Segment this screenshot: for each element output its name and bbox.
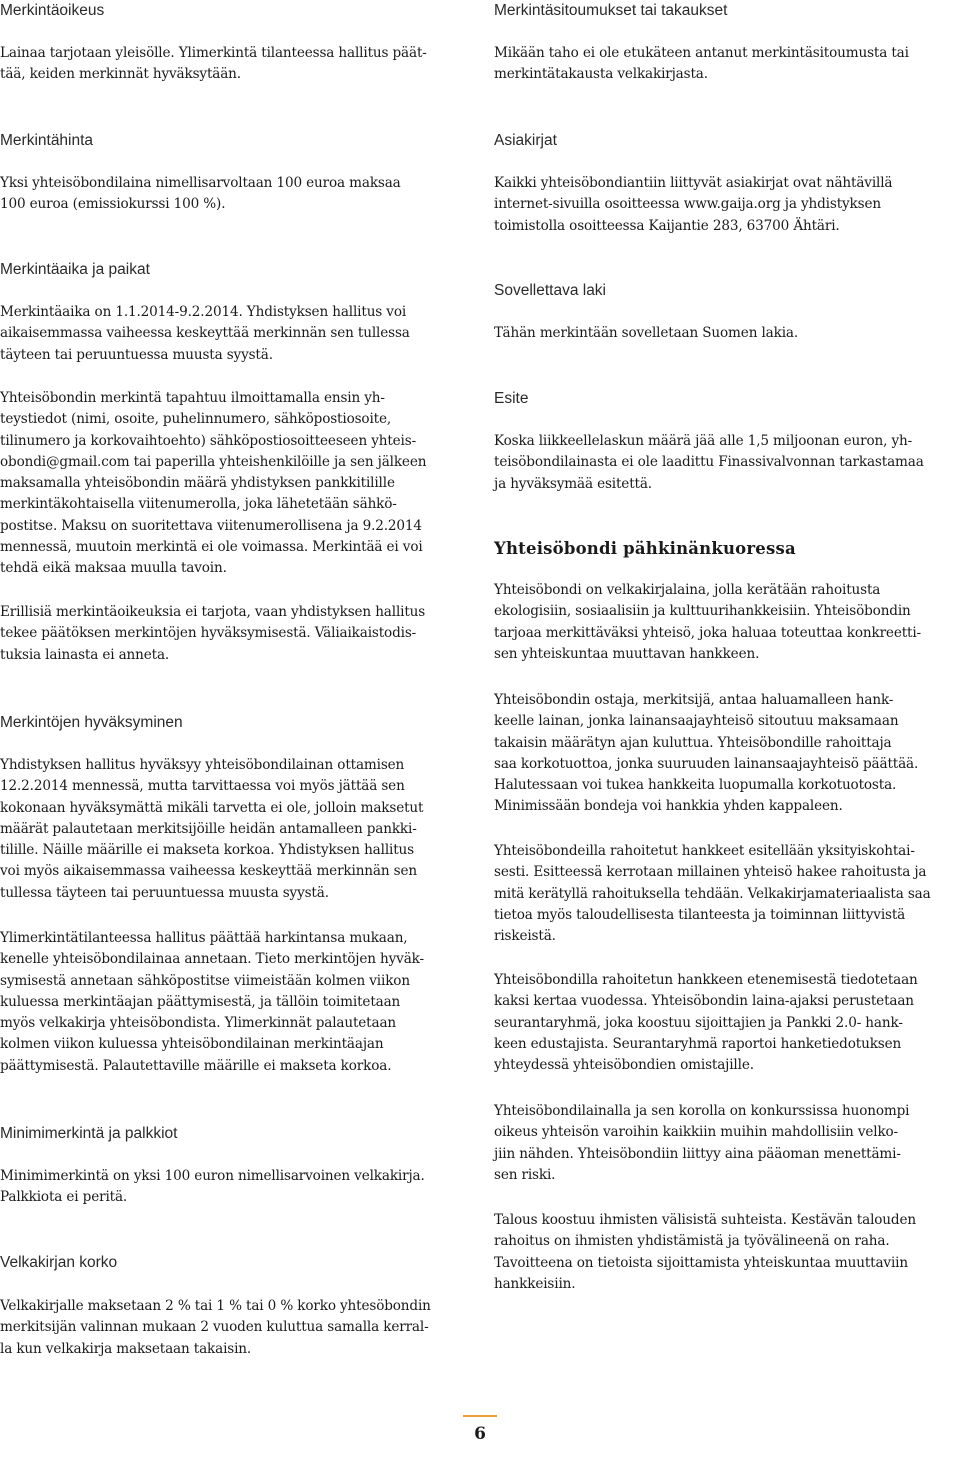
text-line: aikaisemmassa vaiheessa keskeyttää merkinnän sen tullessa <box>0 325 410 342</box>
text-line: sesti. Esitteessä kerrotaan millainen yhteisö hakee rahoitusta ja <box>494 864 927 881</box>
text-line: merkintäkohtaisella viitenumerolla, joka lähetetään sähkö- <box>0 496 397 513</box>
text-line: mennessä, muutoin merkintä ei ole voimassa. Merkintää ei voi <box>0 539 423 556</box>
paragraph <box>494 323 956 344</box>
section-heading-minimimerkinta: Minimimerkintä ja palkkiot <box>0 1125 178 1142</box>
section-heading-asiakirjat: Asiakirjat <box>494 132 557 149</box>
text-line: voi myös aikaisemmassa vaiheessa keskeyttää merkinnän sen <box>0 863 417 880</box>
paragraph <box>0 602 475 666</box>
text-line: seurantaryhmä, joka koostuu sijoittajien ja Pankki 2.0- hank- <box>494 1014 903 1031</box>
text-line: takaisin määrätyn ajan kuluttua. Yhteisöbondille rahoittaja <box>494 734 892 751</box>
text-line: merkitsijän valinnan mukaan 2 vuoden kuluttua samalla kerral- <box>0 1319 429 1336</box>
text-line: Yhteisöbondin ostaja, merkitsijä, antaa haluamalleen hank- <box>494 692 894 708</box>
text-line: symisestä annetaan sähköpostitse viimeistään kolmen viikon <box>0 972 410 989</box>
paragraph <box>0 43 475 86</box>
text-line: Yhteisöbondilainalla ja sen korolla on konkurssissa huonompi <box>494 1103 910 1119</box>
page-number: 6 <box>474 1424 486 1444</box>
text-line: Merkintäaika on 1.1.2014-9.2.2014. Yhdistyksen hallitus voi <box>0 304 407 320</box>
text-line: kenelle yhteisöbondilainaa annetaan. Tieto merkintöjen hyväk- <box>0 951 424 968</box>
text-line: myös velkakirja yhteisöbondista. Ylimerkinnät palautetaan <box>0 1015 396 1032</box>
text-line: tietoa myös taloudellisesta tilanteesta ja toiminnan liittyvistä <box>494 906 906 923</box>
text-line: Lainaa tarjotaan yleisölle. Ylimerkintä tilanteessa hallitus päät- <box>0 45 427 61</box>
text-line: Yksi yhteisöbondilaina nimellisarvoltaan 100 euroa maksaa <box>0 175 401 191</box>
text-line: tilille. Näille määrille ei makseta korkoa. Yhdistyksen hallitus <box>0 842 414 859</box>
paragraph <box>0 388 475 580</box>
text-line: rahoitus on ihmisten yhdistämistä ja työvälineenä on raha. <box>494 1233 890 1250</box>
text-line: keen edustajista. Seurantaryhmä raportoi hanketiedotuksen <box>494 1035 902 1052</box>
text-line: kuluessa merkintäajan päättymisestä, ja tällöin toimitetaan <box>0 993 401 1010</box>
page-number-rule <box>463 1415 497 1417</box>
text-line: sen yhteiskuntaa muuttavan hankkeen. <box>494 645 760 662</box>
text-line: Koska liikkeellelaskun määrä jää alle 1,5 miljoonan euron, yh- <box>494 433 913 449</box>
paragraph <box>494 1210 956 1295</box>
section-heading-yhteisobondi-pahkinankuoressa: Yhteisöbondi pähkinänkuoressa <box>494 539 796 558</box>
text-line: tuksia lainasta ei anneta. <box>0 646 170 663</box>
text-line: toimistolla osoitteessa Kaijantie 283, 63700 Ähtäri. <box>494 217 840 234</box>
paragraph <box>0 755 475 904</box>
text-line: keelle lainan, jonka lainansaajayhteisö sitoutuu maksamaan <box>494 713 899 730</box>
section-heading-merkintasitoumukset: Merkintäsitoumukset tai takaukset <box>494 2 728 19</box>
text-line: päättymisestä. Palautettaville määrille ei makseta korkoa. <box>0 1057 392 1074</box>
text-line: Tavoitteena on tietoista sijoittamista yhteiskuntaa muuttaviin <box>494 1254 908 1271</box>
text-line: Yhteisöbondeilla rahoitetut hankkeet esitellään yksityiskohtai- <box>494 843 915 859</box>
section-heading-merkintaoikeus: Merkintäoikeus <box>0 2 105 19</box>
text-line: Yhteisöbondilla rahoitetun hankkeen etenemisestä tiedotetaan <box>494 972 918 988</box>
paragraph <box>494 43 956 86</box>
text-line: ja hyväksymää esitettä. <box>494 475 652 492</box>
section-heading-velkakirjan-korko: Velkakirjan korko <box>0 1254 118 1271</box>
text-line: tää, keiden merkinnät hyväksytään. <box>0 66 241 83</box>
text-line: Velkakirjalle maksetaan 2 % tai 1 % tai 0 % korko yhtesöbondin <box>0 1298 431 1314</box>
section-heading-merkintojen-hyvaksyminen: Merkintöjen hyväksyminen <box>0 714 183 731</box>
text-line: Minimimerkintä on yksi 100 euron nimellisarvoinen velkakirja. <box>0 1168 425 1184</box>
text-line: obondi@gmail.com tai paperilla yhteishenkilöille ja sen jälkeen <box>0 453 427 470</box>
paragraph <box>494 431 956 495</box>
text-line: kaksi kertaa vuodessa. Yhteisöbondin laina-ajaksi perustetaan <box>494 993 914 1010</box>
text-line: tullessa täyteen tai peruuntuessa muusta syystä. <box>0 884 329 901</box>
text-line: internet-sivuilla osoitteessa www.gaija.org ja yhdistyksen <box>494 196 881 213</box>
section-heading-sovellettava-laki: Sovellettava laki <box>494 282 607 299</box>
text-line: tekee päätöksen merkintöjen hyväksymisestä. Väliaikaistodis- <box>0 625 417 642</box>
text-line: kolmen viikon kuluessa yhteisöbondilainan merkintäajan <box>0 1036 384 1053</box>
paragraph <box>494 173 956 237</box>
paragraph <box>0 173 475 216</box>
text-line: Erillisiä merkintäoikeuksia ei tarjota, vaan yhdistyksen hallitus <box>0 604 426 620</box>
paragraph <box>494 970 956 1076</box>
text-line: Mikään taho ei ole etukäteen antanut merkintäsitoumusta tai <box>494 45 909 61</box>
text-line: tilinumero ja korkovaihtoehto) sähköpostiosoitteeseen yhteis- <box>0 432 417 449</box>
text-line: sen riski. <box>494 1166 556 1183</box>
text-line: postitse. Maksu on suoritettava viitenumerollisena ja 9.2.2014 <box>0 517 422 534</box>
text-line: jiin nähden. Yhteisöbondiin liittyy aina pääoman menettämi- <box>494 1145 901 1162</box>
text-line: saa korkotuottoa, jonka suuruuden lainansaajayhteisö päättää. <box>494 755 919 772</box>
text-line: maksamalla yhteisöbondin määrä yhdistyksen pankkitilille <box>0 475 395 492</box>
text-line: Minimissään bondeja voi hankkia yhden kappaleen. <box>494 798 843 815</box>
text-line: tehdä eikä maksaa muulla tavoin. <box>0 560 227 577</box>
text-line: määrät palautetaan merkitsijöille heidän antamalleen pankki- <box>0 820 417 837</box>
text-line: ekologisiin, sosiaalisiin ja kulttuurihankkeisiin. Yhteisöbondin <box>494 603 911 620</box>
text-line: Palkkiota ei peritä. <box>0 1189 128 1206</box>
text-line: la kun velkakirja maksetaan takaisin. <box>0 1340 252 1357</box>
paragraph <box>0 1296 475 1360</box>
text-line: mitä kerätyllä rahoituksella tehdään. Velkakirjamateriaalista saa <box>494 885 931 902</box>
paragraph <box>0 928 475 1077</box>
text-line: Ylimerkintätilanteessa hallitus päättää harkintansa mukaan, <box>0 930 408 946</box>
text-line: Yhdistyksen hallitus hyväksyy yhteisöbondilainan ottamisen <box>0 757 405 773</box>
text-line: tarjoaa merkittäväksi yhteisö, joka haluaa toteuttaa konkreetti- <box>494 624 921 641</box>
paragraph <box>494 1101 956 1186</box>
text-line: oikeus yhteisön varoihin kaikkiin muihin mahdollisiin velko- <box>494 1124 899 1141</box>
paragraph <box>494 690 956 818</box>
text-line: hankkeisiin. <box>494 1275 576 1292</box>
text-line: Halutessaan voi tukea hankkeita luopumalla korkotuotosta. <box>494 777 897 794</box>
text-line: Tähän merkintään sovelletaan Suomen lakia. <box>494 325 799 341</box>
text-line: yhteydessä yhteisöbondien omistajille. <box>494 1057 754 1074</box>
text-line: Talous koostuu ihmisten välisistä suhteista. Kestävän talouden <box>494 1212 916 1228</box>
section-heading-esite: Esite <box>494 390 529 407</box>
text-line: teisöbondilainasta ei ole laadittu Finassivalvonnan tarkastamaa <box>494 454 924 471</box>
text-line: Kaikki yhteisöbondiantiin liittyvät asiakirjat ovat nähtävillä <box>494 175 893 191</box>
paragraph <box>494 841 956 947</box>
text-line: 12.2.2014 mennessä, mutta tarvittaessa voi myös jättää sen <box>0 778 405 795</box>
section-heading-merkintaaika: Merkintäaika ja paikat <box>0 261 150 278</box>
text-line: Yhteisöbondi on velkakirjalaina, jolla kerätään rahoitusta <box>494 582 881 598</box>
paragraph <box>0 302 475 366</box>
section-heading-merkintahinta: Merkintähinta <box>0 132 94 149</box>
text-line: 100 euroa (emissiokurssi 100 %). <box>0 196 226 213</box>
text-line: merkintätakausta velkakirjasta. <box>494 66 708 83</box>
text-line: teystiedot (nimi, osoite, puhelinnumero, sähköpostiosoite, <box>0 411 392 428</box>
paragraph <box>494 580 956 665</box>
text-line: kokonaan hyväksymättä mikäli tarvetta ei ole, jolloin maksetut <box>0 799 424 816</box>
text-line: täyteen tai peruuntuessa muusta syystä. <box>0 346 273 363</box>
text-line: Yhteisöbondin merkintä tapahtuu ilmoittamalla ensin yh- <box>0 390 385 406</box>
text-line: riskeistä. <box>494 928 556 945</box>
paragraph <box>0 1166 475 1209</box>
